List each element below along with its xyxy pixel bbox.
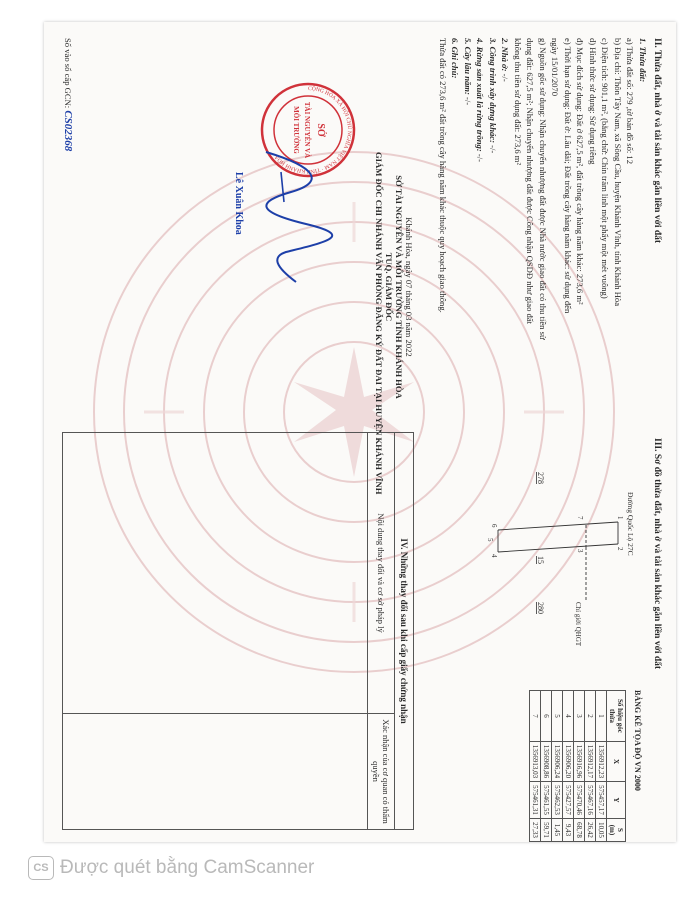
parcel-label: 278 [536,472,545,484]
item-label: 2. Nhà ở: [500,38,511,72]
section-ii-title: II. Thửa đất, nhà ở và tài sản khác gắn liền với đất [652,38,662,244]
detail-line: đ) Mục đích sử dụng: Đất ở 627,5 m², đất trồng cây hàng năm khác: 273,6 m² [575,38,586,305]
road-label: Đường Quốc Lộ 27C [626,492,635,556]
item-value: -/- [500,73,511,82]
item-label: 4. Rừng sản xuất là rừng trồng: [475,38,486,152]
item-label: 3. Công trình xây dựng khác: [488,38,498,143]
camscanner-logo-icon: CS [28,856,54,880]
stamp-mid-text: TÀI NGUYÊN VÀ [303,101,311,159]
point-label: 6 [490,524,498,528]
item-value: -/- [463,96,473,106]
coordinate-table-title: BẢNG KÊ TỌA ĐỘ VN 2000 [633,690,642,791]
cell: 575467,16 [585,782,596,819]
section-iii [44,432,676,842]
cell: 575470,46 [574,782,585,819]
parcel-label: 15 [536,556,545,564]
cell: 1356912,17 [585,741,596,781]
coordinate-table [529,690,626,842]
section-iii-title: III. Sơ đồ thửa đất, nhà ở và tài sản khác gắn liền với đất [652,438,662,670]
detail-line: a) Thửa đất số: 279 ,tờ bản đồ số: 12 [625,38,636,164]
rotated-document [44,22,676,842]
detail-line: ngày 15/01/2070 [550,38,561,97]
detail-line: c) Diện tích: 901,1 m², (bằng chữ: Chín trăm linh một phẩy một mét vuông) [600,38,611,299]
changes-divider [63,713,369,714]
tuq-label: TUQ. GIÁM ĐỐC [384,252,394,322]
point-label: 7 [576,516,584,520]
cell: 1356906,20 [563,741,574,781]
table-row [574,691,585,842]
column-header: Số hiệu góc thửa [607,691,626,742]
cell: 1356912,23 [596,741,607,781]
parcel-label: 280 [536,602,545,614]
cell: 1,45 [552,818,563,841]
cell: 27,33 [530,818,541,841]
point-label: 5 [486,538,494,542]
table-row [552,691,563,842]
column-header: S (m) [607,818,626,841]
table-row [530,691,541,842]
stamp-ring-text: CỘNG HÒA XÃ HỘI CHỦ NGHĨA VIỆT NAM · TỈNH KHÁNH HÒA [273,85,353,175]
thua-dat-heading: 1. Thửa đất: [638,38,648,83]
cell: 9,43 [563,818,574,841]
changes-header-row [367,433,394,829]
signer-name: Lê Xuân Khoa [233,172,244,235]
issuing-org: SỞ TÀI NGUYÊN VÀ MÔI TRƯỜNG TỈNH KHÁNH HÒA [394,175,404,399]
handwritten-signature-icon [246,142,336,292]
item-label: 5. Cây lâu năm: [463,38,473,95]
cell: 575461,55 [541,782,552,819]
cell: 4 [563,691,574,742]
signature-block [374,152,414,495]
cell: 5 [552,691,563,742]
changes-col-confirm: Xác nhận của cơ quan có thẩm quyền [371,719,391,824]
gcn-label: Số vào sổ cấp GCN: [63,38,73,109]
cell: 1356913,03 [530,741,541,781]
item-value: -/- [475,153,486,162]
gcn-number [62,38,74,151]
point-label: 4 [490,554,498,558]
cell: 2 [585,691,596,742]
table-row [563,691,574,842]
camscanner-watermark [28,856,314,880]
stamp-top-text: SỞ [315,123,326,137]
table-row [541,691,552,842]
column-header: Y [607,782,626,819]
item-value: -/- [488,145,498,154]
stamp-bot-text: MÔI TRƯỜNG [292,106,300,154]
detail-line: dụng đất: 627,5 m²; Nhận chuyển nhượng đất được Công nhận QSDĐ như giao đất [525,38,536,325]
point-label: 1 [616,516,624,520]
point-label: 2 [616,547,624,551]
point-label: 3 [576,549,584,553]
changes-title: IV. Những thay đổi sau khi cấp giấy chứng nhận [394,433,413,829]
cell: 1356906,24 [552,741,563,781]
cell: 26,42 [585,818,596,841]
cell: 575457,17 [596,782,607,819]
cell: 59,71 [541,818,552,841]
cell: 575461,31 [530,782,541,819]
detail-line: b) Địa chỉ: Thôn Tây Nam, xã Sông Cầu, huyện Khánh Vĩnh, tỉnh Khánh Hòa [613,38,623,307]
detail-line: g) Nguồn gốc sử dụng: Nhận chuyển nhượng đất được Nhà nước giao đất có thu tiền sử [538,38,548,340]
cell: 1356916,96 [574,741,585,781]
parcel-edge [498,522,618,530]
detail-line: e) Thời hạn sử dụng: Đất ở: Lâu dài; Đất trồng cây hàng năm khác: sử dụng đến [563,38,573,314]
cell: 575462,53 [552,782,563,819]
table-row [596,691,607,842]
parcel-edge [498,544,618,552]
changes-col-content: Nội dung thay đổi và cơ sở pháp lý [368,433,394,714]
cell: 6 [541,691,552,742]
signer-role: GIÁM ĐỐC CHI NHÁNH VĂN PHÒNG ĐĂNG KÝ ĐẤT ĐAI TẠI HUYỆN KHÁNH VĨNH [374,152,384,495]
camscanner-text: Được quét bằng CamScanner [60,857,315,878]
note-text: Thửa đất có 273,6 m² đất trồng cây hàng năm khác thuộc quy hoạch giao thông. [438,38,448,313]
changes-section [62,432,414,830]
column-header: X [607,741,626,781]
cell: 7 [530,691,541,742]
date-line: Khánh Hòa, ngày 07 tháng 03 năm 2022 [404,217,414,357]
cell: 3 [574,691,585,742]
cell: 10,05 [596,818,607,841]
certificate-sheet [44,22,676,842]
cell: 1356908,86 [541,741,552,781]
gcn-value: CS02368 [62,110,74,152]
boundary-label: Chỉ giới QHGT [574,602,582,647]
cell: 575427,57 [563,782,574,819]
item-label: 6. Ghi chú: [450,38,461,79]
detail-line: d) Hình thức sử dụng: Sử dụng riêng [588,38,598,165]
detail-line: không thu tiền sử dụng đất: 273,6 m² [513,38,523,166]
table-row [585,691,596,842]
parcel-map [478,452,648,672]
cell: 1 [596,691,607,742]
cell: 68,78 [574,818,585,841]
